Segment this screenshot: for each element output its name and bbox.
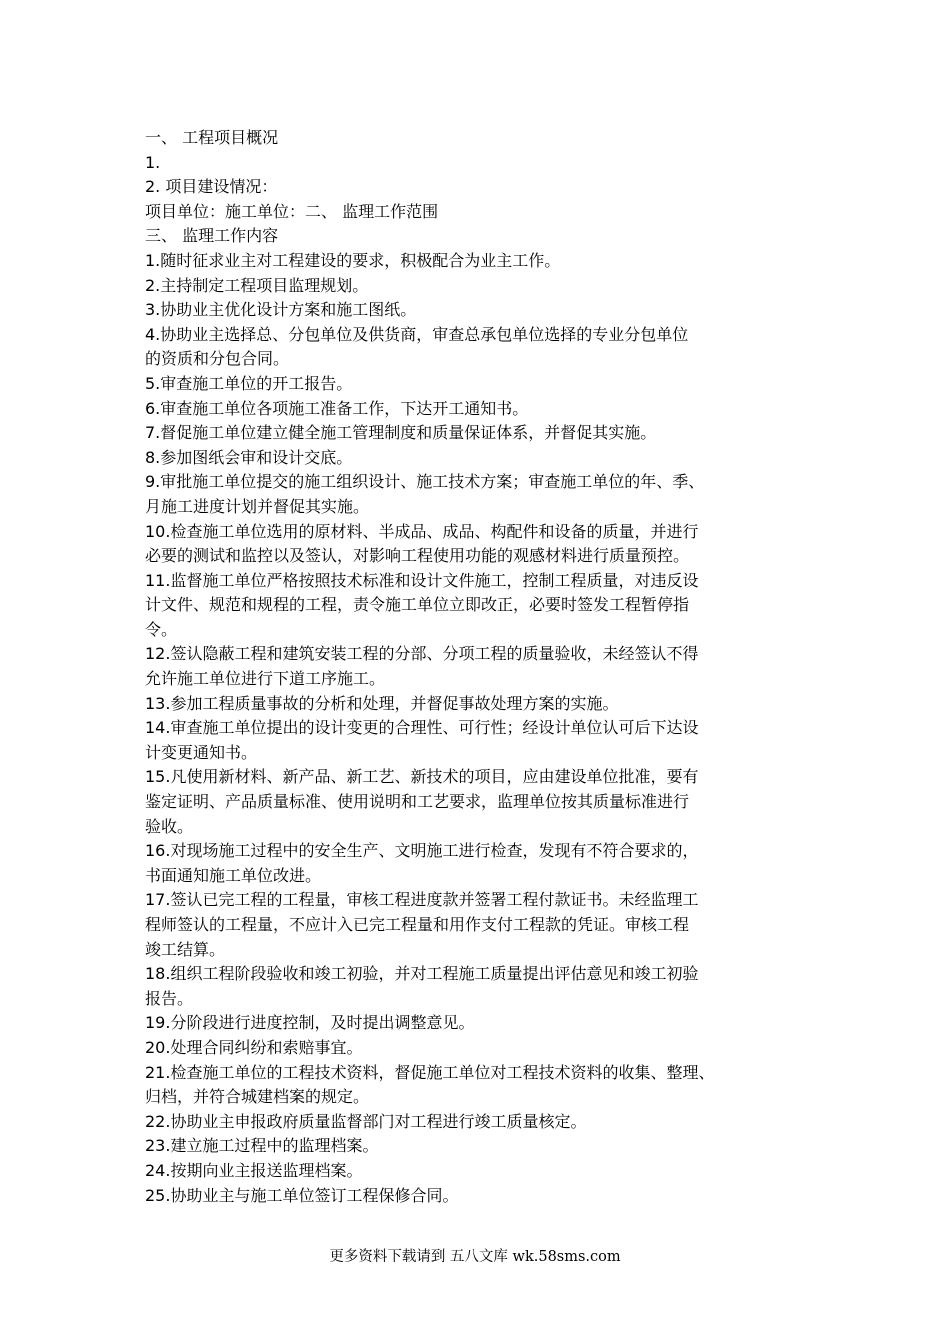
list-item-line: 23.建立施工过程中的监理档案。 <box>145 1136 379 1156</box>
list-item <box>145 249 825 274</box>
list-item-line: 竣工结算。 <box>145 939 226 959</box>
list-item-line: 24.按期向业主报送监理档案。 <box>145 1160 363 1180</box>
overview-item-1: 1. <box>145 152 161 172</box>
list-item-line: 归档，并符合城建档案的规定。 <box>145 1087 370 1107</box>
list-item <box>145 569 825 643</box>
list-item-line: 的资质和分包合同。 <box>145 349 290 369</box>
list-item-line: 22.协助业主申报政府质量监督部门对工程进行竣工质量核定。 <box>145 1111 587 1131</box>
list-item <box>145 274 825 299</box>
list-item-line: 16.对现场施工过程中的安全生产、文明施工进行检查，发现有不符合要求的， <box>145 841 699 861</box>
list-item-line: 4.协助业主选择总、分包单位及供货商，审查总承包单位选择的专业分包单位 <box>145 324 689 344</box>
list-item <box>145 1134 825 1159</box>
list-item-line: 25.协助业主与施工单位签订工程保修合同。 <box>145 1185 459 1205</box>
section-heading-content: 三、 监理工作内容 <box>145 226 279 246</box>
list-item-line: 17.签认已完工程的工程量，审核工程进度款并签署工程付款证书。未经监理工 <box>145 890 699 910</box>
list-item-line: 18.组织工程阶段验收和竣工初验，并对工程施工质量提出评估意见和竣工初验 <box>145 964 699 984</box>
list-item-line: 2.主持制定工程项目监理规划。 <box>145 275 369 295</box>
footer-note: 更多资料下载请到 五八文库 wk.58sms.com <box>329 1249 621 1265</box>
list-item-line: 月施工进度计划并督促其实施。 <box>145 496 370 516</box>
list-item <box>145 298 825 323</box>
list-item-line: 8.参加图纸会审和设计交底。 <box>145 447 353 467</box>
list-item <box>145 520 825 569</box>
list-item <box>145 397 825 422</box>
list-item-line: 6.审查施工单位各项施工准备工作，下达开工通知书。 <box>145 398 529 418</box>
list-item-line: 验收。 <box>145 816 194 836</box>
list-item <box>145 1036 825 1061</box>
section-heading-overview: 一、 工程项目概况 <box>145 128 279 147</box>
list-item-line: 7.督促施工单位建立健全施工管理制度和质量保证体系，并督促其实施。 <box>145 423 657 443</box>
list-item <box>145 716 825 765</box>
list-item-line: 5.审查施工单位的开工报告。 <box>145 373 353 393</box>
document-body <box>145 126 825 1208</box>
list-item <box>145 765 825 839</box>
list-item-line: 计文件、规范和规程的工程，责令施工单位立即改正，必要时签发工程暂停指 <box>145 595 690 615</box>
list-item <box>145 1011 825 1036</box>
list-item-line: 14.审查施工单位提出的设计变更的合理性、可行性；经设计单位认可后下达设 <box>145 718 699 738</box>
list-item <box>145 446 825 471</box>
list-item-line: 19.分阶段进行进度控制，及时提出调整意见。 <box>145 1013 475 1033</box>
list-item-line: 计变更通知书。 <box>145 742 258 762</box>
list-item-line: 允许施工单位进行下道工序施工。 <box>145 669 386 689</box>
list-item-line: 20.处理合同纠纷和索赔事宜。 <box>145 1037 363 1057</box>
list-item <box>145 839 825 888</box>
list-item-line: 鉴定证明、产品质量标准、使用说明和工艺要求，监理单位按其质量标准进行 <box>145 792 690 812</box>
list-item-line: 21.检查施工单位的工程技术资料，督促施工单位对工程技术资料的收集、整理、 <box>145 1062 715 1082</box>
list-item-line: 10.检查施工单位选用的原材料、半成品、成品、构配件和设备的质量，并进行 <box>145 521 699 541</box>
list-item <box>145 1110 825 1135</box>
units-line: 项目单位：施工单位：二、 监理工作范围 <box>145 201 439 221</box>
list-item <box>145 642 825 691</box>
list-item-line: 9.审批施工单位提交的施工组织设计、施工技术方案；审查施工单位的年、季、 <box>145 472 705 492</box>
list-item-line: 1.随时征求业主对工程建设的要求，积极配合为业主工作。 <box>145 250 561 270</box>
list-item <box>145 372 825 397</box>
list-item-line: 13.参加工程质量事故的分析和处理，并督促事故处理方案的实施。 <box>145 693 619 713</box>
list-item-line: 书面通知施工单位改进。 <box>145 865 322 885</box>
list-item-line: 必要的测试和监控以及签认，对影响工程使用功能的观感材料进行质量预控。 <box>145 546 690 566</box>
list-item <box>145 323 825 372</box>
list-item <box>145 1184 825 1209</box>
list-item-line: 3.协助业主优化设计方案和施工图纸。 <box>145 300 417 320</box>
list-item <box>145 1061 825 1110</box>
list-item-line: 11.监督施工单位严格按照技术标准和设计文件施工，控制工程质量，对违反设 <box>145 570 699 590</box>
list-item-line: 程师签认的工程量，不应计入已完工程量和用作支付工程款的凭证。审核工程 <box>145 915 690 934</box>
overview-item-2: 2. 项目建设情况： <box>145 177 278 197</box>
list-item <box>145 888 825 962</box>
list-item <box>145 1159 825 1184</box>
list-item <box>145 692 825 717</box>
list-item <box>145 421 825 446</box>
list-item <box>145 470 825 519</box>
list-item-line: 12.签认隐蔽工程和建筑安装工程的分部、分项工程的质量验收，未经签认不得 <box>145 644 699 664</box>
list-item <box>145 962 825 1011</box>
list-item-line: 报告。 <box>145 988 194 1008</box>
work-content-list <box>145 249 825 1208</box>
list-item-line: 令。 <box>145 619 178 639</box>
list-item-line: 15.凡使用新材料、新产品、新工艺、新技术的项目，应由建设单位批准，要有 <box>145 767 699 787</box>
